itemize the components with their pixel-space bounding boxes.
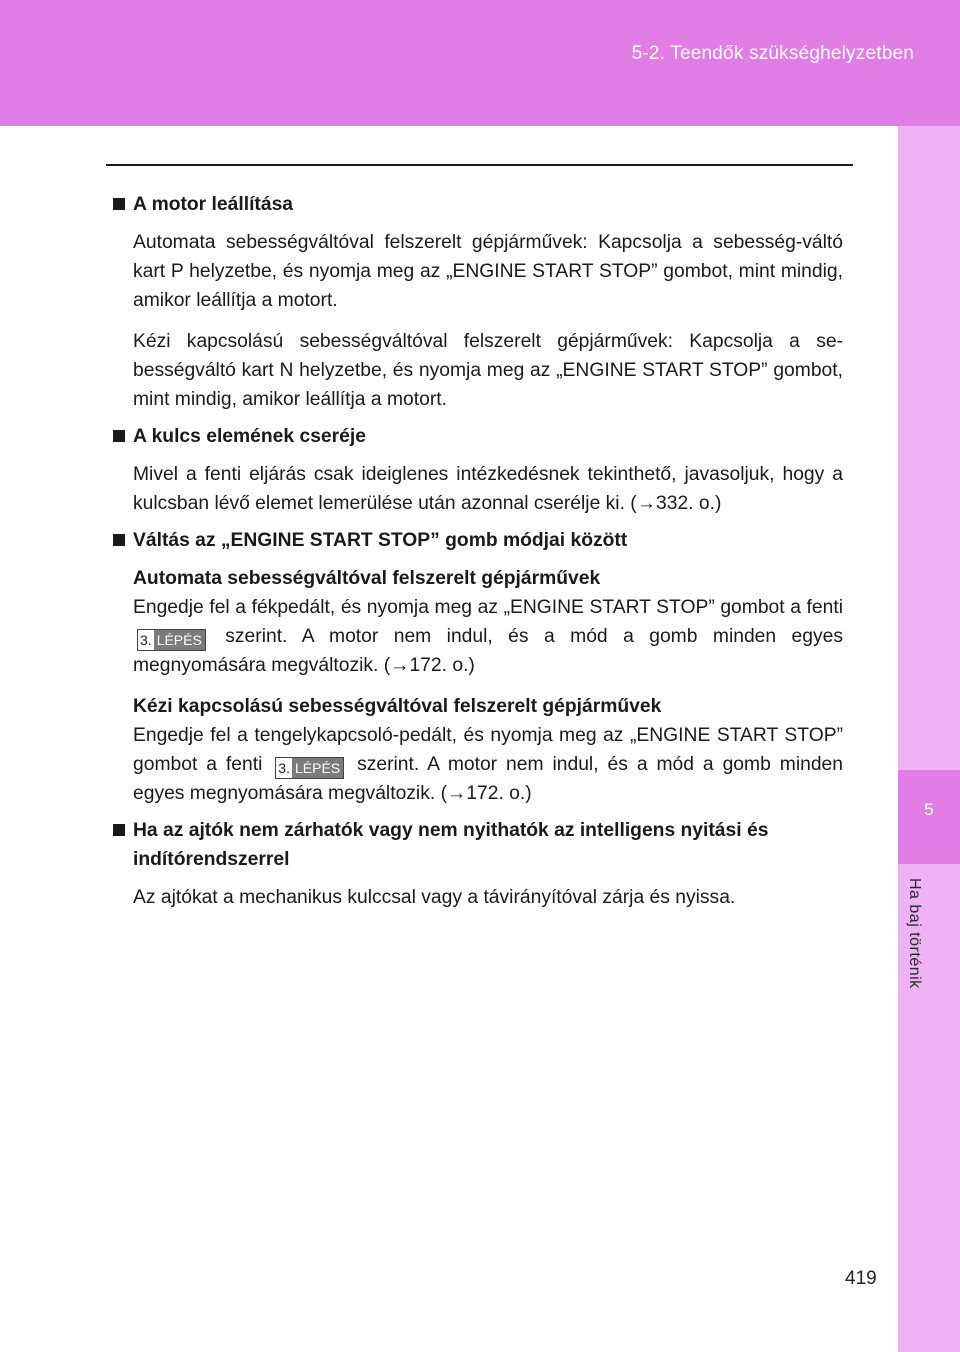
square-bullet-icon xyxy=(113,534,125,546)
paragraph: Az ajtókat a mechanikus kulccsal vagy a távirányítóval zárja és nyissa. xyxy=(133,887,736,908)
item-motor-stop xyxy=(113,190,843,414)
step-badge-number: 3. xyxy=(278,760,290,776)
square-bullet-icon xyxy=(113,824,125,836)
paragraph-manual xyxy=(113,692,843,808)
paragraph: Automata sebességváltóval felszerelt gépjárművek: Kapcsolja a sebesség-váltó kart P helyzetbe, és nyomja meg az „ENGINE START STOP” gombot, mint mindig, amikor leállítja a motort. xyxy=(133,232,843,311)
paragraph-automatic xyxy=(113,564,843,680)
section-title: 5-2. Teendők szükséghelyzetben xyxy=(631,43,914,64)
text: Engedje fel a tengelykapcsoló-pedált, és nyomja meg az „ENGINE START STOP” gombot a fenti xyxy=(133,725,843,775)
top-divider xyxy=(106,164,853,166)
item-heading xyxy=(113,190,843,219)
item-heading-text: A kulcs elemének cseréje xyxy=(133,426,366,447)
chapter-title: Ha baj történik xyxy=(906,878,923,989)
step-badge-number: 3. xyxy=(140,632,152,648)
text: szerint. A motor nem indul, és a mód a gomb minden egyes megnyomására megváltozik. (→172. o.) xyxy=(133,754,843,804)
item-heading-text: A motor leállítása xyxy=(133,194,294,215)
step-badge xyxy=(275,757,344,779)
item-key-battery xyxy=(113,422,843,518)
item-heading xyxy=(113,816,843,874)
chapter-number: 5 xyxy=(924,800,934,819)
page-number: 419 xyxy=(845,1268,877,1289)
item-heading-text: Ha az ajtók nem zárhatók vagy nem nyithatók az intelligens nyitási és indítórendszerrel xyxy=(133,820,769,870)
step-badge-label: LÉPÉS xyxy=(292,758,343,778)
item-heading-text: Váltás az „ENGINE START STOP” gomb módjai között xyxy=(133,530,628,551)
square-bullet-icon xyxy=(113,198,125,210)
paragraph: Mivel a fenti eljárás csak ideiglenes intézkedésnek tekinthető, javasoljuk, hogy a kulcsban lévő elemet lemerülése után azonnal cserélje ki. (→332. o.) xyxy=(133,464,843,514)
page-content xyxy=(113,190,843,920)
sub-heading: Kézi kapcsolású sebességváltóval felszerelt gépjárművek xyxy=(133,696,662,717)
sub-heading: Automata sebességváltóval felszerelt gépjárművek xyxy=(133,568,601,589)
item-mode-switch xyxy=(113,526,843,808)
text: Engedje fel a fékpedált, és nyomja meg az „ENGINE START STOP” gombot a fenti xyxy=(133,597,843,618)
step-badge xyxy=(137,629,206,651)
text: szerint. A motor nem indul, és a mód a gomb minden egyes megnyomására megváltozik. (→172. o.) xyxy=(133,626,843,676)
item-heading xyxy=(113,422,843,451)
step-badge-label: LÉPÉS xyxy=(154,630,205,650)
paragraph: Kézi kapcsolású sebességváltóval felszerelt gépjárművek: Kapcsolja a se-bességváltó kart N helyzetbe, és nyomja meg az „ENGINE START STOP” gombot, mint mindig, amikor leállítja a motort. xyxy=(133,331,843,410)
item-doors xyxy=(113,816,843,912)
square-bullet-icon xyxy=(113,430,125,442)
item-heading xyxy=(113,526,843,555)
side-tab xyxy=(898,126,960,1352)
